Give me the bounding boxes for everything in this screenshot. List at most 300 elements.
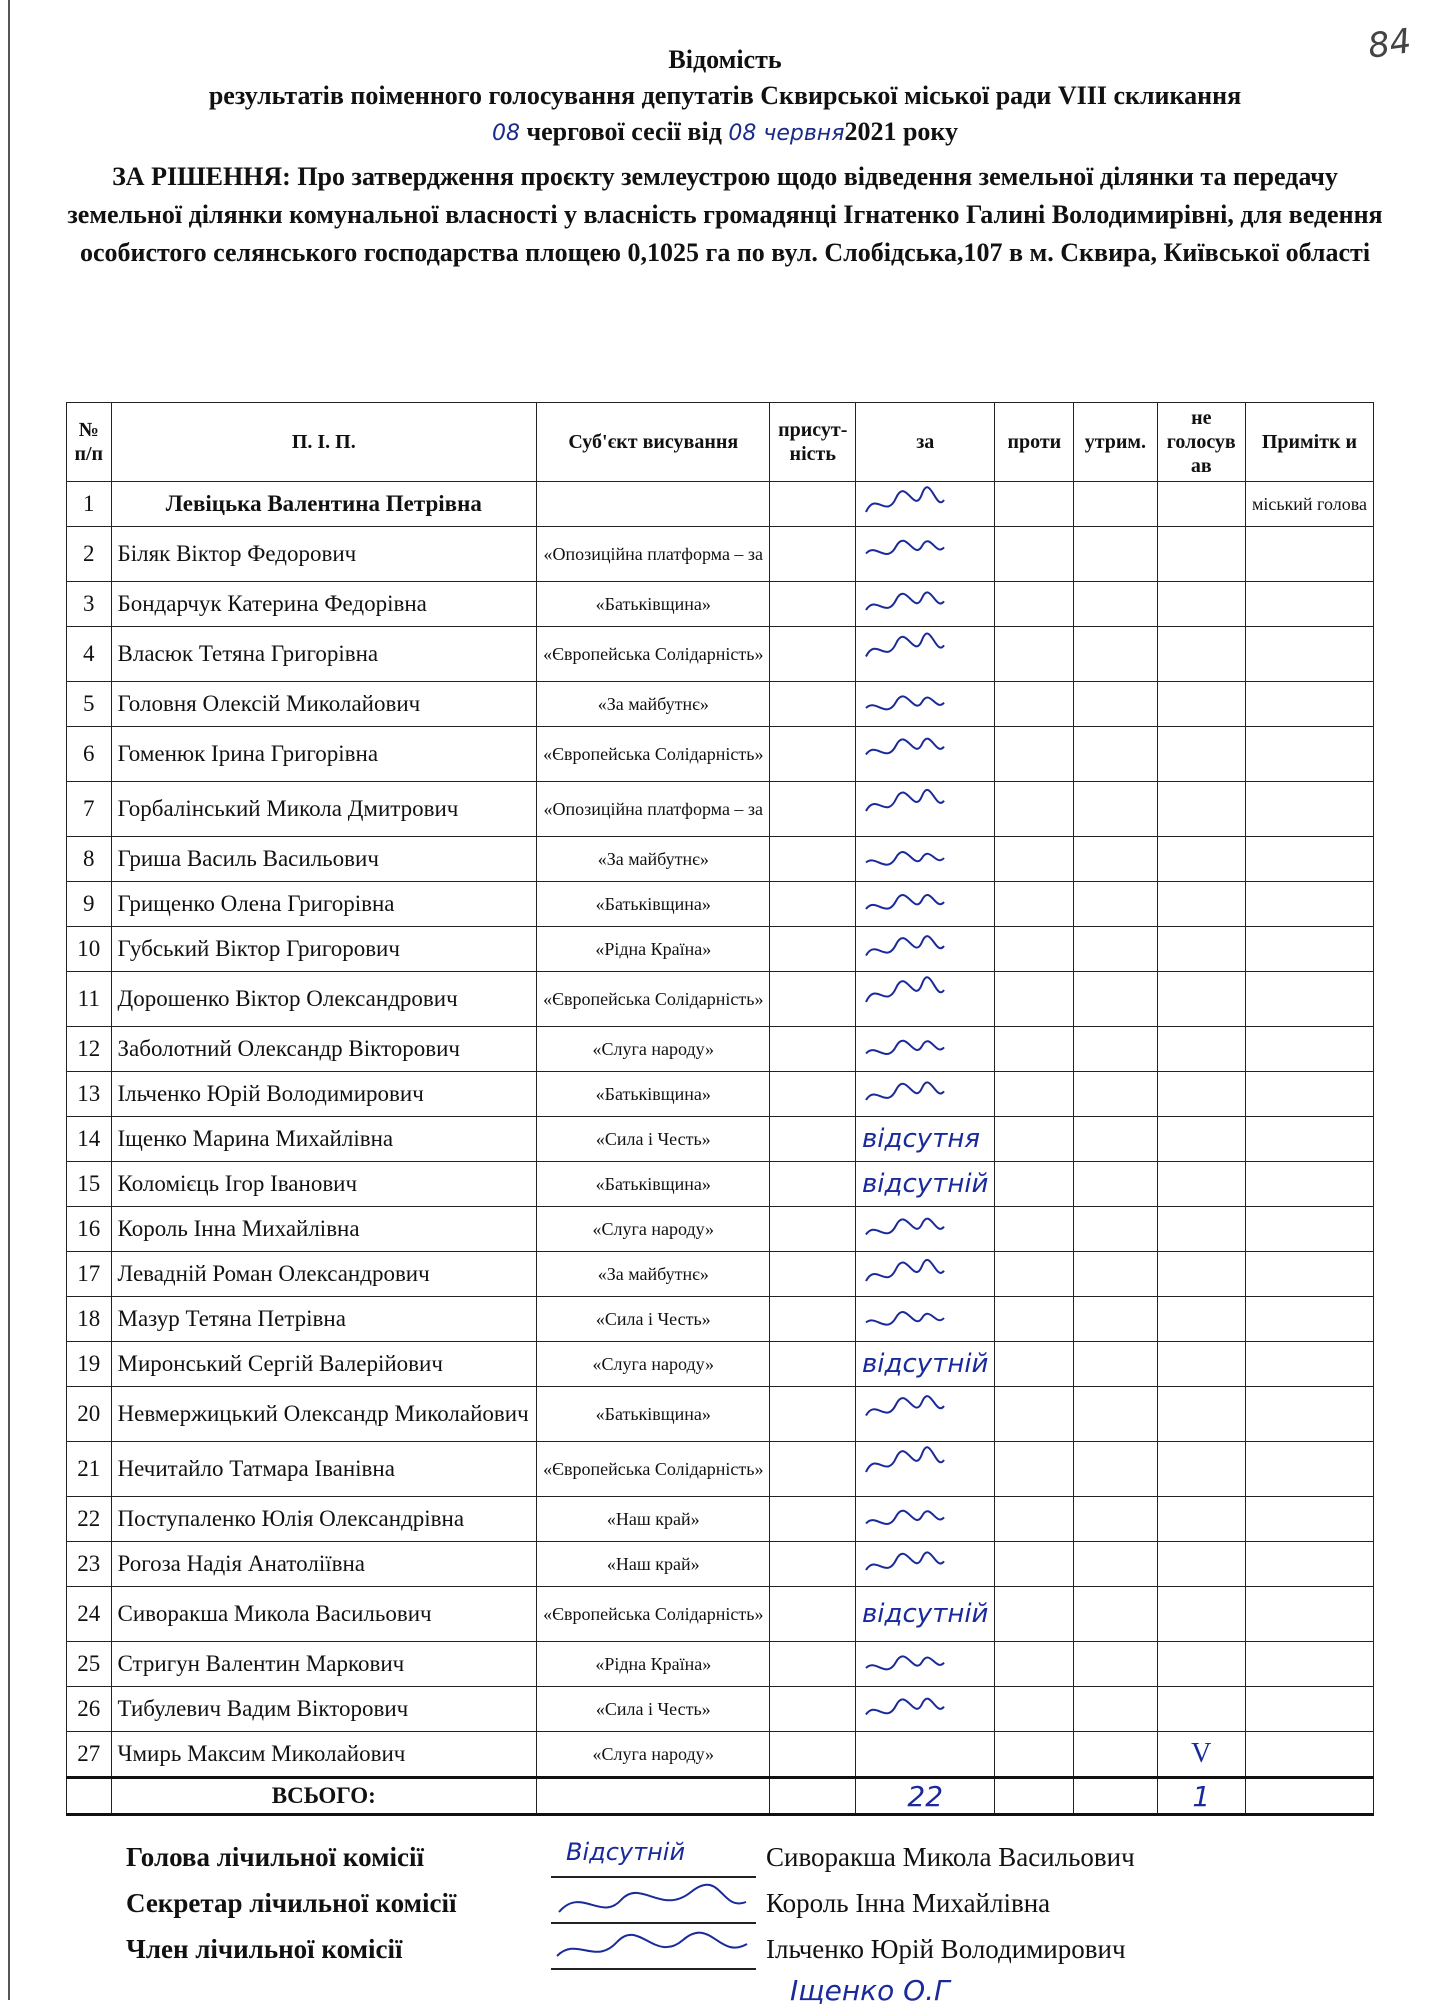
abstain-cell xyxy=(1074,1732,1157,1778)
vote-against-cell xyxy=(995,1297,1074,1342)
signature-scribble xyxy=(862,1301,946,1339)
abstain-cell xyxy=(1074,837,1157,882)
vote-for-cell xyxy=(855,927,994,972)
abstain-cell xyxy=(1074,1072,1157,1117)
role-label: Член лічильної комісії xyxy=(126,1934,403,1964)
session-number-handwritten: 08 xyxy=(491,121,520,146)
signature-scribble xyxy=(862,886,946,924)
not-voted-cell xyxy=(1157,1387,1245,1442)
table-row xyxy=(67,1162,1374,1207)
total-label: ВСЬОГО: xyxy=(111,1778,537,1815)
vote-against-cell xyxy=(995,927,1074,972)
table-row xyxy=(67,1442,1374,1497)
vote-for-cell xyxy=(855,1497,994,1542)
table-row xyxy=(67,582,1374,627)
not-voted-cell xyxy=(1157,882,1245,927)
row-number: 12 xyxy=(67,1027,112,1072)
vote-against-cell xyxy=(995,1497,1074,1542)
not-voted-cell xyxy=(1157,1497,1245,1542)
row-number: 25 xyxy=(67,1642,112,1687)
note-cell xyxy=(1245,1442,1373,1497)
vote-against-cell xyxy=(995,882,1074,927)
nominating-party: «За майбутнє» xyxy=(537,837,770,882)
col-party: Суб'єкт висування xyxy=(537,403,770,482)
note-cell xyxy=(1245,627,1373,682)
signature-scribble xyxy=(862,1031,946,1069)
nominating-party: «Європейська Солідарність» xyxy=(537,627,770,682)
note-cell xyxy=(1245,1387,1373,1442)
nominating-party: «Опозиційна платформа – за xyxy=(537,782,770,837)
nominating-party: «Рідна Країна» xyxy=(537,1642,770,1687)
note-cell xyxy=(1245,1342,1373,1387)
vote-against-cell xyxy=(995,1072,1074,1117)
nominating-party: «Наш край» xyxy=(537,1542,770,1587)
vote-for-cell xyxy=(855,727,994,782)
member-name: Сиворакша Микола Васильович xyxy=(766,1842,1135,1872)
row-number: 1 xyxy=(67,482,112,527)
deputy-name: Чмирь Максим Миколайович xyxy=(111,1732,537,1778)
vote-for-cell xyxy=(855,482,994,527)
signature-scribble xyxy=(862,931,946,969)
vote-for-cell xyxy=(855,582,994,627)
vote-for-cell xyxy=(855,882,994,927)
table-row xyxy=(67,1072,1374,1117)
nominating-party: «За майбутнє» xyxy=(537,682,770,727)
row-number: 9 xyxy=(67,882,112,927)
voting-table xyxy=(66,402,1374,1816)
commission-signatures xyxy=(126,1838,1326,1980)
role-label: Голова лічильної комісії xyxy=(126,1842,424,1872)
deputy-name: Рогоза Надія Анатоліївна xyxy=(111,1542,537,1587)
signature-scribble xyxy=(862,1076,946,1114)
table-row xyxy=(67,1687,1374,1732)
commission-row-member xyxy=(126,1934,1326,1980)
table-row xyxy=(67,1252,1374,1297)
not-voted-cell xyxy=(1157,1642,1245,1687)
note-cell xyxy=(1245,1252,1373,1297)
note-cell: міський голова xyxy=(1245,482,1373,527)
vote-for-cell xyxy=(855,782,994,837)
vote-against-cell xyxy=(995,1442,1074,1497)
not-voted-cell xyxy=(1157,1162,1245,1207)
table-row xyxy=(67,682,1374,727)
vote-for-cell xyxy=(855,1297,994,1342)
row-number: 4 xyxy=(67,627,112,682)
signature-scribble xyxy=(862,631,946,669)
presence-cell xyxy=(770,1072,856,1117)
deputy-name: Король Інна Михайлівна xyxy=(111,1207,537,1252)
vote-against-cell xyxy=(995,1162,1074,1207)
note-cell xyxy=(1245,1072,1373,1117)
signature-scribble xyxy=(862,976,946,1014)
row-number: 24 xyxy=(67,1587,112,1642)
vote-for-cell xyxy=(855,1387,994,1442)
signature-line xyxy=(551,1922,756,1924)
vote-for-cell xyxy=(855,682,994,727)
total-presence-cell xyxy=(770,1778,856,1815)
nominating-party: «Слуга народу» xyxy=(537,1027,770,1072)
note-cell xyxy=(1245,927,1373,972)
presence-cell xyxy=(770,582,856,627)
note-cell xyxy=(1245,582,1373,627)
vote-against-cell xyxy=(995,1542,1074,1587)
presence-cell xyxy=(770,1027,856,1072)
header-line-3 xyxy=(60,114,1390,152)
absent-note: відсутня xyxy=(855,1117,994,1162)
absent-note: відсутній xyxy=(855,1342,994,1387)
total-abstain xyxy=(1074,1778,1157,1815)
row-number: 2 xyxy=(67,527,112,582)
nominating-party: «Опозиційна платформа – за xyxy=(537,527,770,582)
deputy-name: Сиворакша Микола Васильович xyxy=(111,1587,537,1642)
not-voted-cell xyxy=(1157,1587,1245,1642)
abstain-cell xyxy=(1074,1117,1157,1162)
row-number: 18 xyxy=(67,1297,112,1342)
signature-scribble xyxy=(862,686,946,724)
vote-against-cell xyxy=(995,1642,1074,1687)
row-number: 10 xyxy=(67,927,112,972)
col-not-voted: не голосув ав xyxy=(1157,403,1245,482)
signature-scribble xyxy=(862,1211,946,1249)
table-row xyxy=(67,1027,1374,1072)
row-number: 16 xyxy=(67,1207,112,1252)
not-voted-cell xyxy=(1157,727,1245,782)
absent-note: відсутній xyxy=(855,1162,994,1207)
not-voted-cell xyxy=(1157,1207,1245,1252)
presence-cell xyxy=(770,1207,856,1252)
deputy-name: Іщенко Марина Михайлівна xyxy=(111,1117,537,1162)
row-number: 17 xyxy=(67,1252,112,1297)
deputy-name: Поступаленко Юлія Олександрівна xyxy=(111,1497,537,1542)
vote-for-cell xyxy=(855,972,994,1027)
vote-against-cell xyxy=(995,1252,1074,1297)
vote-against-cell xyxy=(995,727,1074,782)
abstain-cell xyxy=(1074,1162,1157,1207)
vote-against-cell xyxy=(995,972,1074,1027)
col-presence: присут-ність xyxy=(770,403,856,482)
not-voted-cell xyxy=(1157,927,1245,972)
nominating-party: «Батьківщина» xyxy=(537,1162,770,1207)
note-cell xyxy=(1245,782,1373,837)
deputy-name: Гриша Василь Васильович xyxy=(111,837,537,882)
signature-scribble xyxy=(551,1928,751,1972)
signature-scribble xyxy=(862,1646,946,1684)
row-number: 6 xyxy=(67,727,112,782)
presence-cell xyxy=(770,482,856,527)
abstain-cell xyxy=(1074,682,1157,727)
presence-cell xyxy=(770,727,856,782)
vote-against-cell xyxy=(995,527,1074,582)
abstain-cell xyxy=(1074,1687,1157,1732)
table-row xyxy=(67,1117,1374,1162)
not-voted-cell xyxy=(1157,682,1245,727)
vote-against-cell xyxy=(995,782,1074,837)
signature-scribble xyxy=(862,1256,946,1294)
presence-cell xyxy=(770,1642,856,1687)
signature-scribble xyxy=(862,486,946,524)
table-row xyxy=(67,782,1374,837)
nominating-party: «Рідна Країна» xyxy=(537,927,770,972)
vote-against-cell xyxy=(995,1207,1074,1252)
session-date-handwritten: 08 червня xyxy=(728,121,845,146)
nominating-party: «Батьківщина» xyxy=(537,582,770,627)
signature-scribble xyxy=(862,841,946,879)
signature-scribble xyxy=(551,1882,751,1926)
abstain-cell xyxy=(1074,1542,1157,1587)
nominating-party: «За майбутнє» xyxy=(537,1252,770,1297)
vote-against-cell xyxy=(995,1027,1074,1072)
abstain-cell xyxy=(1074,1207,1157,1252)
col-number: № п/п xyxy=(67,403,112,482)
abstain-cell xyxy=(1074,1642,1157,1687)
vote-against-cell xyxy=(995,1117,1074,1162)
abstain-cell xyxy=(1074,927,1157,972)
signature-line xyxy=(551,1876,756,1878)
deputy-name: Стригун Валентин Маркович xyxy=(111,1642,537,1687)
vote-for-cell xyxy=(855,1072,994,1117)
member-name: Ільченко Юрій Володимирович xyxy=(766,1934,1126,1964)
not-voted-cell xyxy=(1157,1442,1245,1497)
note-cell xyxy=(1245,1542,1373,1587)
abstain-cell xyxy=(1074,482,1157,527)
abstain-cell xyxy=(1074,1252,1157,1297)
member-name: Король Інна Михайлівна xyxy=(766,1888,1051,1918)
signature-scribble xyxy=(862,1501,946,1539)
table-row xyxy=(67,727,1374,782)
row-number: 22 xyxy=(67,1497,112,1542)
col-against: проти xyxy=(995,403,1074,482)
deputy-name: Грищенко Олена Григорівна xyxy=(111,882,537,927)
vote-against-cell xyxy=(995,682,1074,727)
row-number: 5 xyxy=(67,682,112,727)
presence-cell xyxy=(770,1387,856,1442)
decision-text: ЗА РІШЕННЯ: Про затвердження проєкту землеустрою щодо відведення земельної ділянки та передачу земельної ділянки комунальної власності у власність громадянці Ігнатенко Галині Володимирівні, для ведення особистого селянського господарства площею 0,1025 га по вул. Слобідська,107 в м. Сквира, Київської області xyxy=(67,162,1383,267)
abstain-cell xyxy=(1074,727,1157,782)
not-voted-cell xyxy=(1157,1072,1245,1117)
note-cell xyxy=(1245,1162,1373,1207)
presence-cell xyxy=(770,927,856,972)
deputy-name: Ільченко Юрій Володимирович xyxy=(111,1072,537,1117)
presence-cell xyxy=(770,1732,856,1778)
row-number: 26 xyxy=(67,1687,112,1732)
note-cell xyxy=(1245,1687,1373,1732)
vote-for-cell xyxy=(855,1687,994,1732)
absent-note: відсутній xyxy=(855,1587,994,1642)
table-row xyxy=(67,1642,1374,1687)
presence-cell xyxy=(770,1117,856,1162)
vote-against-cell xyxy=(995,627,1074,682)
not-voted-cell xyxy=(1157,582,1245,627)
presence-cell xyxy=(770,837,856,882)
table-row xyxy=(67,1587,1374,1642)
table-row xyxy=(67,1342,1374,1387)
abstain-cell xyxy=(1074,527,1157,582)
table-row xyxy=(67,1732,1374,1778)
vote-for-cell xyxy=(855,1252,994,1297)
row-number: 21 xyxy=(67,1442,112,1497)
not-voted-cell xyxy=(1157,1297,1245,1342)
deputy-name: Головня Олексій Миколайович xyxy=(111,682,537,727)
abstain-cell xyxy=(1074,1027,1157,1072)
abstain-cell xyxy=(1074,1497,1157,1542)
note-cell xyxy=(1245,727,1373,782)
presence-cell xyxy=(770,1442,856,1497)
signature-scribble xyxy=(862,731,946,769)
abstain-cell xyxy=(1074,1442,1157,1497)
presence-cell xyxy=(770,1252,856,1297)
handwritten-absent: Відсутній xyxy=(566,1838,686,1866)
deputy-name: Коломієць Ігор Іванович xyxy=(111,1162,537,1207)
row-number: 27 xyxy=(67,1732,112,1778)
document-header xyxy=(60,42,1390,272)
session-year: 2021 року xyxy=(844,117,959,146)
table-row xyxy=(67,1542,1374,1587)
table-row xyxy=(67,972,1374,1027)
deputy-name: Бондарчук Катерина Федорівна xyxy=(111,582,537,627)
not-voted-cell xyxy=(1157,1542,1245,1587)
not-voted-cell xyxy=(1157,627,1245,682)
vote-against-cell xyxy=(995,1732,1074,1778)
table-row xyxy=(67,927,1374,972)
deputy-name: Гоменюк Ірина Григорівна xyxy=(111,727,537,782)
deputy-name: Левіцька Валентина Петрівна xyxy=(111,482,537,527)
signature-scribble xyxy=(862,1391,946,1429)
table-row xyxy=(67,627,1374,682)
not-voted-cell xyxy=(1157,1117,1245,1162)
page-number: 84 xyxy=(1365,21,1414,67)
not-voted-cell xyxy=(1157,1342,1245,1387)
presence-cell xyxy=(770,972,856,1027)
nominating-party xyxy=(537,482,770,527)
presence-cell xyxy=(770,627,856,682)
note-cell xyxy=(1245,527,1373,582)
signature-line xyxy=(551,1968,756,1970)
note-cell xyxy=(1245,1117,1373,1162)
nominating-party: «Сила і Честь» xyxy=(537,1687,770,1732)
left-margin-rule xyxy=(8,0,10,2000)
nominating-party: «Батьківщина» xyxy=(537,1072,770,1117)
table-row xyxy=(67,482,1374,527)
abstain-cell xyxy=(1074,1342,1157,1387)
vote-against-cell xyxy=(995,1342,1074,1387)
abstain-cell xyxy=(1074,1387,1157,1442)
row-number: 3 xyxy=(67,582,112,627)
vote-for-cell xyxy=(855,1732,994,1778)
row-number: 20 xyxy=(67,1387,112,1442)
note-cell xyxy=(1245,972,1373,1027)
nominating-party: «Європейська Солідарність» xyxy=(537,972,770,1027)
presence-cell xyxy=(770,1162,856,1207)
header-line-2: результатів поіменного голосування депутатів Сквирської міської ради VIII скликання xyxy=(208,81,1242,110)
not-voted-cell: V xyxy=(1157,1732,1245,1778)
not-voted-cell xyxy=(1157,1027,1245,1072)
note-cell xyxy=(1245,682,1373,727)
deputy-name: Невмержицький Олександр Миколайович xyxy=(111,1387,537,1442)
presence-cell xyxy=(770,1497,856,1542)
not-voted-cell xyxy=(1157,1252,1245,1297)
nominating-party: «Європейська Солідарність» xyxy=(537,1442,770,1497)
note-cell xyxy=(1245,1732,1373,1778)
nominating-party: «Батьківщина» xyxy=(537,882,770,927)
abstain-cell xyxy=(1074,582,1157,627)
nominating-party: «Слуга народу» xyxy=(537,1342,770,1387)
not-voted-cell xyxy=(1157,482,1245,527)
note-cell xyxy=(1245,837,1373,882)
abstain-cell xyxy=(1074,972,1157,1027)
nominating-party: «Слуга народу» xyxy=(537,1207,770,1252)
deputy-name: Тибулевич Вадим Вікторович xyxy=(111,1687,537,1732)
presence-cell xyxy=(770,682,856,727)
total-against xyxy=(995,1778,1074,1815)
row-number: 13 xyxy=(67,1072,112,1117)
not-voted-cell xyxy=(1157,782,1245,837)
vote-for-cell xyxy=(855,1207,994,1252)
not-voted-cell xyxy=(1157,527,1245,582)
row-number: 15 xyxy=(67,1162,112,1207)
deputy-name: Горбалінський Микола Дмитрович xyxy=(111,782,537,837)
vote-for-cell xyxy=(855,1027,994,1072)
abstain-cell xyxy=(1074,1297,1157,1342)
note-cell xyxy=(1245,1297,1373,1342)
vote-for-cell xyxy=(855,837,994,882)
vote-for-cell xyxy=(855,1642,994,1687)
vote-for-cell xyxy=(855,627,994,682)
col-notes: Примітк и xyxy=(1245,403,1373,482)
nominating-party: «Наш край» xyxy=(537,1497,770,1542)
row-number: 23 xyxy=(67,1542,112,1587)
nominating-party: «Європейська Солідарність» xyxy=(537,1587,770,1642)
total-num-cell xyxy=(67,1778,112,1815)
abstain-cell xyxy=(1074,1587,1157,1642)
signature-scribble xyxy=(862,1446,946,1484)
total-not-voted: 1 xyxy=(1157,1778,1245,1815)
not-voted-cell xyxy=(1157,837,1245,882)
presence-cell xyxy=(770,1542,856,1587)
deputy-name: Власюк Тетяна Григорівна xyxy=(111,627,537,682)
table-row xyxy=(67,1207,1374,1252)
signature-scribble xyxy=(862,786,946,824)
row-number: 14 xyxy=(67,1117,112,1162)
nominating-party: «Сила і Честь» xyxy=(537,1117,770,1162)
not-voted-cell xyxy=(1157,972,1245,1027)
table-row xyxy=(67,527,1374,582)
presence-cell xyxy=(770,782,856,837)
deputy-name: Біляк Віктор Федорович xyxy=(111,527,537,582)
signature-scribble xyxy=(862,1691,946,1729)
vote-against-cell xyxy=(995,482,1074,527)
note-cell xyxy=(1245,1207,1373,1252)
total-party-cell xyxy=(537,1778,770,1815)
deputy-name: Нечитайло Татмара Іванівна xyxy=(111,1442,537,1497)
deputy-name: Губський Віктор Григорович xyxy=(111,927,537,972)
not-voted-cell xyxy=(1157,1687,1245,1732)
vote-against-cell xyxy=(995,1687,1074,1732)
abstain-cell xyxy=(1074,627,1157,682)
row-number: 8 xyxy=(67,837,112,882)
presence-cell xyxy=(770,1587,856,1642)
nominating-party: «Європейська Солідарність» xyxy=(537,727,770,782)
nominating-party: «Батьківщина» xyxy=(537,1387,770,1442)
note-cell xyxy=(1245,1642,1373,1687)
signature-scribble xyxy=(862,586,946,624)
table-row xyxy=(67,1497,1374,1542)
deputy-name: Дорошенко Віктор Олександрович xyxy=(111,972,537,1027)
presence-cell xyxy=(770,1297,856,1342)
col-for: за xyxy=(855,403,994,482)
note-cell xyxy=(1245,1027,1373,1072)
role-label: Секретар лічильної комісії xyxy=(126,1888,457,1918)
deputy-name: Мазур Тетяна Петрівна xyxy=(111,1297,537,1342)
